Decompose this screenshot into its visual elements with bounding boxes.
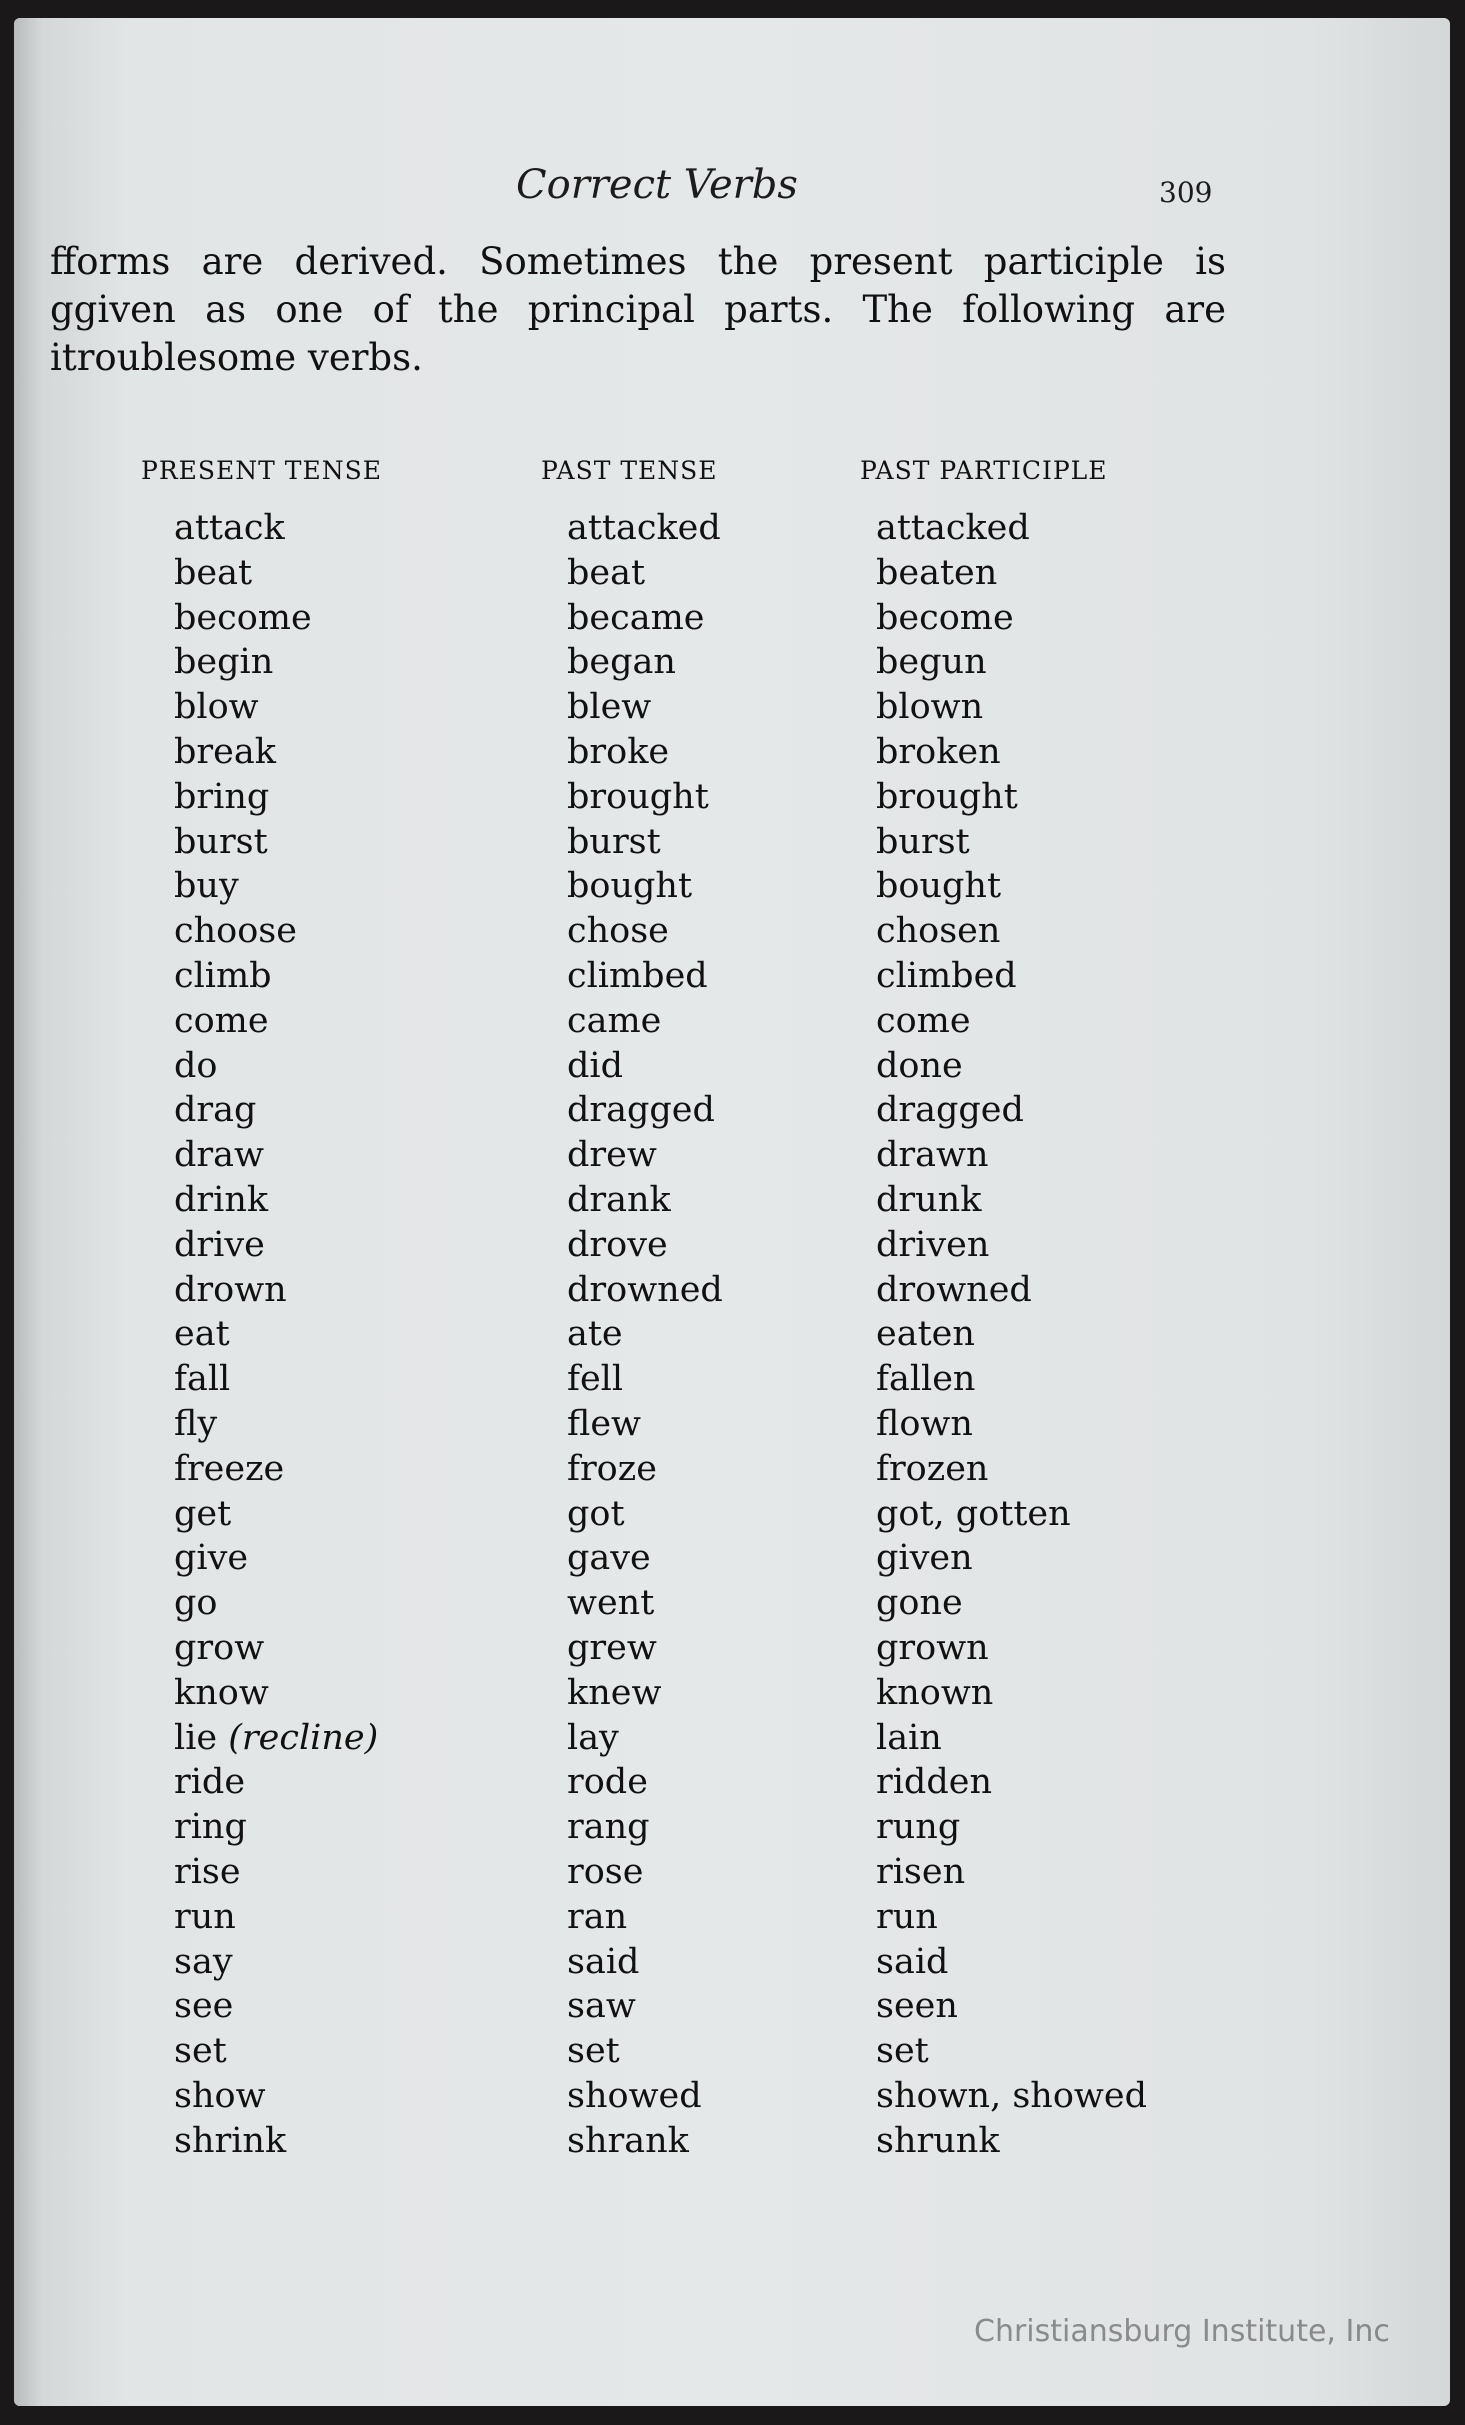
past-participle-cell: attacked [876,508,1030,548]
table-row [14,1044,1450,1089]
table-row [14,2029,1450,2074]
present-tense-word: ride [174,1762,246,1803]
past-participle-cell: drawn [876,1135,989,1176]
table-row [14,1223,1450,1268]
table-row [14,1940,1450,1985]
past-participle-cell: burst [876,821,970,862]
past-tense-cell: got [567,1493,625,1534]
present-tense-word: drive [174,1224,265,1265]
past-participle-cell: chosen [876,911,1001,952]
table-row [14,1716,1450,1761]
book-page [14,18,1450,2406]
present-tense-word: know [174,1672,269,1713]
table-row [14,685,1450,730]
present-tense-word: buy [174,866,239,907]
past-participle-cell: risen [876,1851,966,1892]
present-tense-word: do [174,1045,218,1086]
present-tense-cell [174,1223,265,1267]
past-participle-cell: eaten [876,1314,975,1355]
table-row [14,596,1450,641]
present-tense-cell [174,1671,269,1715]
past-participle-cell: gone [876,1583,963,1624]
present-tense-cell [174,685,259,729]
present-tense-cell [174,2074,266,2118]
intro-line: fforms are derived. Sometimes the present participle is [50,240,1226,283]
table-row [14,1447,1450,1492]
present-tense-cell [174,1044,217,1088]
table-row [14,1536,1450,1581]
past-participle-cell: broken [876,731,1001,772]
table-row [14,506,1450,551]
past-tense-cell: became [567,597,705,638]
past-tense-cell: drank [567,1179,671,1220]
past-participle-cell: said [876,1941,949,1982]
past-participle-cell: driven [876,1224,990,1265]
past-participle-cell: blown [876,687,984,728]
present-tense-word: say [174,1941,233,1982]
past-tense-cell: drew [567,1135,657,1176]
present-tense-cell [174,596,312,640]
table-row [14,1178,1450,1223]
present-tense-cell [174,1178,268,1222]
past-tense-cell: began [567,642,676,683]
past-participle-cell: climbed [876,955,1017,996]
table-row [14,1626,1450,1671]
intro-line: ggiven as one of the principal parts. The following are [50,288,1226,331]
past-participle-cell: done [876,1045,963,1086]
past-participle-cell: drunk [876,1179,982,1220]
past-tense-cell: saw [567,1986,636,2027]
table-row [14,551,1450,596]
present-tense-word: beat [174,552,253,593]
past-tense-cell: brought [567,776,709,817]
past-participle-cell: begun [876,642,987,683]
present-tense-cell [174,864,239,908]
past-participle-cell: ridden [876,1762,992,1803]
present-tense-cell [174,506,285,550]
past-participle-cell: known [876,1672,994,1713]
past-participle-cell: fallen [876,1359,976,1400]
present-tense-cell [174,1268,287,1312]
present-tense-cell [174,775,269,819]
past-tense-cell: rose [567,1851,644,1892]
running-title: Correct Verbs [516,162,798,208]
column-header-present-tense: PRESENT TENSE [141,456,382,485]
past-tense-cell: drove [567,1224,668,1265]
column-header-past-tense: PAST TENSE [541,456,718,485]
table-row [14,1402,1450,1447]
table-row [14,1357,1450,1402]
past-tense-cell: beat [567,552,646,593]
present-tense-cell [174,1716,378,1760]
present-tense-word: fly [174,1403,218,1444]
present-tense-cell [174,909,297,953]
watermark: Christiansburg Institute, Inc [974,2314,1390,2349]
present-tense-word: set [174,2031,227,2072]
past-participle-cell: brought [876,776,1018,817]
past-tense-cell: said [567,1941,640,1982]
past-tense-cell: grew [567,1627,657,1668]
present-tense-word: attack [174,508,285,548]
past-tense-cell: burst [567,821,661,862]
present-tense-word: drown [174,1269,287,1310]
past-participle-cell: grown [876,1627,989,1668]
column-header-past-participle: PAST PARTICIPLE [860,456,1108,485]
present-tense-word: lie [174,1717,218,1758]
verb-table [14,506,1450,2163]
present-tense-cell [174,1536,248,1580]
past-participle-cell: drowned [876,1269,1032,1310]
table-row [14,2119,1450,2164]
past-tense-cell: came [567,1000,662,1041]
past-participle-cell: seen [876,1986,958,2027]
intro-paragraph [50,238,1226,382]
table-row [14,954,1450,999]
table-row [14,820,1450,865]
past-tense-cell: went [567,1583,655,1624]
present-tense-cell [174,1581,217,1625]
present-tense-word: begin [174,642,274,683]
present-tense-cell [174,1312,230,1356]
past-participle-cell: lain [876,1717,942,1758]
present-tense-word: show [174,2075,266,2116]
past-participle-cell: become [876,597,1014,638]
table-row [14,1492,1450,1537]
present-tense-cell [174,1626,264,1670]
present-tense-cell [174,1402,217,1446]
present-tense-cell [174,1940,233,1984]
past-tense-cell: froze [567,1448,657,1489]
present-tense-word: eat [174,1314,230,1355]
past-participle-cell: flown [876,1403,973,1444]
present-tense-word: choose [174,911,297,952]
present-tense-word: break [174,731,276,772]
past-participle-cell: beaten [876,552,998,593]
table-row [14,909,1450,954]
table-row [14,999,1450,1044]
present-tense-word: drag [174,1090,257,1131]
present-tense-word: go [174,1583,218,1624]
present-tense-cell [174,1133,264,1177]
present-tense-word: climb [174,955,272,996]
past-tense-cell: rang [567,1807,650,1848]
past-tense-cell: ate [567,1314,623,1355]
past-participle-cell: come [876,1000,971,1041]
past-tense-cell: showed [567,2075,702,2116]
intro-line: itroublesome verbs. [50,336,423,379]
present-tense-cell [174,551,252,595]
present-tense-word: run [174,1896,236,1937]
table-row [14,640,1450,685]
past-tense-cell: rode [567,1762,648,1803]
present-tense-cell [174,1447,284,1491]
table-row [14,730,1450,775]
table-row [14,1088,1450,1133]
past-tense-cell: dragged [567,1090,715,1131]
present-tense-word: rise [174,1851,241,1892]
table-row [14,1671,1450,1716]
past-participle-cell: shrunk [876,2120,1000,2161]
present-tense-cell [174,730,276,774]
past-tense-cell: shrank [567,2120,689,2161]
present-tense-word: freeze [174,1448,285,1489]
present-tense-cell [174,1088,256,1132]
table-row [14,775,1450,820]
past-tense-cell: attacked [567,508,721,548]
past-tense-cell: broke [567,731,670,772]
present-tense-word: blow [174,687,259,728]
table-row [14,1760,1450,1805]
past-tense-cell: did [567,1045,624,1086]
present-tense-cell [174,1984,233,2028]
present-tense-word: get [174,1493,232,1534]
table-row [14,1268,1450,1313]
present-tense-cell [174,1760,245,1804]
past-tense-cell: blew [567,687,652,728]
table-row [14,1133,1450,1178]
table-row [14,1805,1450,1850]
table-row [14,1581,1450,1626]
present-tense-gloss: (recline) [228,1717,379,1758]
present-tense-cell [174,999,269,1043]
present-tense-cell [174,820,268,864]
past-participle-cell: set [876,2031,929,2072]
present-tense-word: give [174,1538,249,1579]
present-tense-word: shrink [174,2120,287,2161]
present-tense-word: drink [174,1179,269,1220]
past-participle-cell: shown, showed [876,2075,1147,2116]
table-row [14,1850,1450,1895]
past-tense-cell: knew [567,1672,662,1713]
past-tense-cell: bought [567,866,693,907]
past-participle-cell: given [876,1538,973,1579]
past-participle-cell: got, gotten [876,1493,1071,1534]
table-row [14,1984,1450,2029]
present-tense-cell [174,1895,236,1939]
past-tense-cell: fell [567,1359,624,1400]
present-tense-cell [174,1492,231,1536]
page-number: 309 [1159,176,1213,209]
past-tense-cell: chose [567,911,669,952]
table-row [14,864,1450,909]
present-tense-word: draw [174,1135,264,1176]
present-tense-cell [174,2119,286,2163]
present-tense-word: bring [174,776,270,817]
present-tense-cell [174,954,272,998]
present-tense-cell [174,640,273,684]
present-tense-word: become [174,597,312,638]
past-participle-cell: dragged [876,1090,1024,1131]
present-tense-word: come [174,1000,269,1041]
present-tense-cell [174,1850,241,1894]
present-tense-cell [174,2029,227,2073]
table-row [14,1895,1450,1940]
present-tense-word: burst [174,821,268,862]
past-tense-cell: set [567,2031,620,2072]
past-participle-cell: rung [876,1807,961,1848]
present-tense-cell [174,1357,230,1401]
past-participle-cell: run [876,1896,938,1937]
past-participle-cell: frozen [876,1448,989,1489]
past-tense-cell: drowned [567,1269,723,1310]
present-tense-word: grow [174,1627,265,1668]
present-tense-word: fall [174,1359,231,1400]
past-tense-cell: ran [567,1896,628,1937]
past-participle-cell: bought [876,866,1002,907]
present-tense-cell [174,1805,247,1849]
present-tense-word: ring [174,1807,247,1848]
past-tense-cell: flew [567,1403,642,1444]
table-row [14,1312,1450,1357]
past-tense-cell: gave [567,1538,651,1579]
present-tense-word: see [174,1986,234,2027]
past-tense-cell: climbed [567,955,708,996]
past-tense-cell: lay [567,1717,619,1758]
running-head [14,150,1450,210]
table-row [14,2074,1450,2119]
